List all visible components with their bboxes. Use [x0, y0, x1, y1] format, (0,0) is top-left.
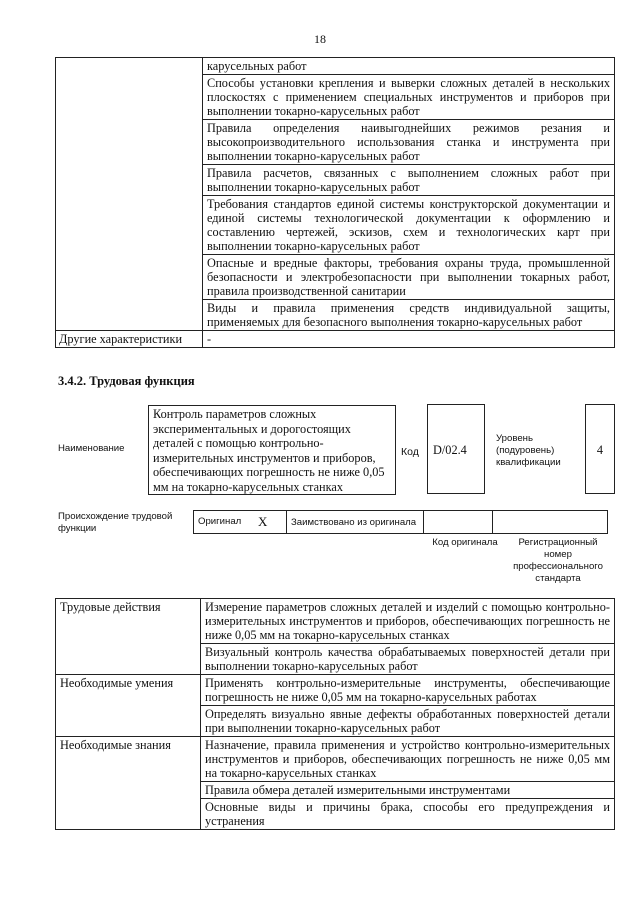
reg-number-label: Регистрационный номер профессионального стандарта — [513, 537, 603, 584]
table-cell: Визуальный контроль качества обрабатываемых поверхностей детали при выполнении токарно-карусельных работ — [201, 644, 615, 675]
row-category-cell: Трудовые действия — [56, 599, 201, 675]
table-row — [56, 331, 615, 348]
table-row — [56, 675, 615, 706]
table-cell: Виды и правила применения средств индивидуальной защиты, применяемых для безопасного выполнения токарно-карусельных работ — [203, 300, 615, 331]
original-label: Оригинал — [194, 511, 255, 534]
table-cell: Требования стандартов единой системы конструкторской документации и единой системы технологической документации к оформлению и составлению чертежей, эскизов, схем и технологических карт при выполнении токарно-карусельных работ — [203, 196, 615, 255]
row-category-cell — [56, 58, 203, 331]
row-category-cell: Необходимые знания — [56, 737, 201, 830]
code-original-cell — [424, 511, 493, 534]
table-row — [56, 737, 615, 782]
qualification-level-box: 4 — [585, 404, 615, 494]
reg-number-cell — [493, 511, 608, 534]
table-cell: Правила обмера деталей измерительными инструментами — [201, 782, 615, 799]
page-number: 18 — [314, 32, 326, 46]
other-characteristics-value: - — [203, 331, 615, 348]
origin-table — [193, 510, 608, 534]
code-original-label: Код оригинала — [432, 537, 498, 548]
knowledge-table-continued — [55, 57, 615, 348]
table-cell: Основные виды и причины брака, способы его предупреждения и устранения — [201, 799, 615, 830]
table-cell: Определять визуально явные дефекты обработанных поверхностей детали при выполнении токарно-карусельных работ — [201, 706, 615, 737]
labor-function-table — [55, 598, 615, 830]
table-cell: Применять контрольно-измерительные инструменты, обеспечивающие погрешность не ниже 0,05 мм на токарно-карусельных работах — [201, 675, 615, 706]
table-row — [56, 599, 615, 644]
original-mark: X — [254, 511, 287, 534]
table-cell: Правила определения наивыгоднейших режимов резания и высокопроизводительного использования станка и инструмента при выполнении токарно-карусельных работ — [203, 120, 615, 165]
section-heading: 3.4.2. Трудовая функция — [58, 374, 195, 388]
other-characteristics-label: Другие характеристики — [56, 331, 203, 348]
function-code-box: D/02.4 — [427, 404, 485, 494]
table-cell: Опасные и вредные факторы, требования охраны труда, промышленной безопасности и электробезопасности при выполнении токарных работ, правила производственной санитарии — [203, 255, 615, 300]
table-cell: Измерение параметров сложных деталей и изделий с помощью контрольно-измерительных инструментов и приборов, обеспечивающих погрешность не ниже 0,05 мм на токарно-карусельных станках — [201, 599, 615, 644]
origin-label: Происхождение трудовой функции — [58, 511, 173, 534]
table-cell: Правила расчетов, связанных с выполнением сложных работ при выполнении токарно-карусельных работ — [203, 165, 615, 196]
table-cell: Назначение, правила применения и устройство контрольно-измерительных инструментов и приборов, обеспечивающих погрешность не ниже 0,05 мм на токарно-карусельных станках — [201, 737, 615, 782]
table-cell: карусельных работ — [203, 58, 615, 75]
borrowed-label: Заимствовано из оригинала — [287, 511, 424, 534]
table-cell: Способы установки крепления и выверки сложных деталей в нескольких плоскостях с применением специальных инструментов и приборов при выполнении токарно-карусельных работ — [203, 75, 615, 120]
row-category-cell: Необходимые умения — [56, 675, 201, 737]
function-name-box: Контроль параметров сложных экспериментальных и дорогостоящих деталей с помощью контрольно-измерительных инструментов и приборов, обеспечивающих погрешность не ниже 0,05 мм на токарно-карусельных станках — [148, 405, 396, 495]
table-row — [194, 511, 608, 534]
code-label: Код — [401, 446, 419, 458]
qualification-level-label: Уровень (подуровень) квалификации — [496, 433, 561, 468]
name-label: Наименование — [58, 443, 125, 454]
table-row — [56, 58, 615, 75]
